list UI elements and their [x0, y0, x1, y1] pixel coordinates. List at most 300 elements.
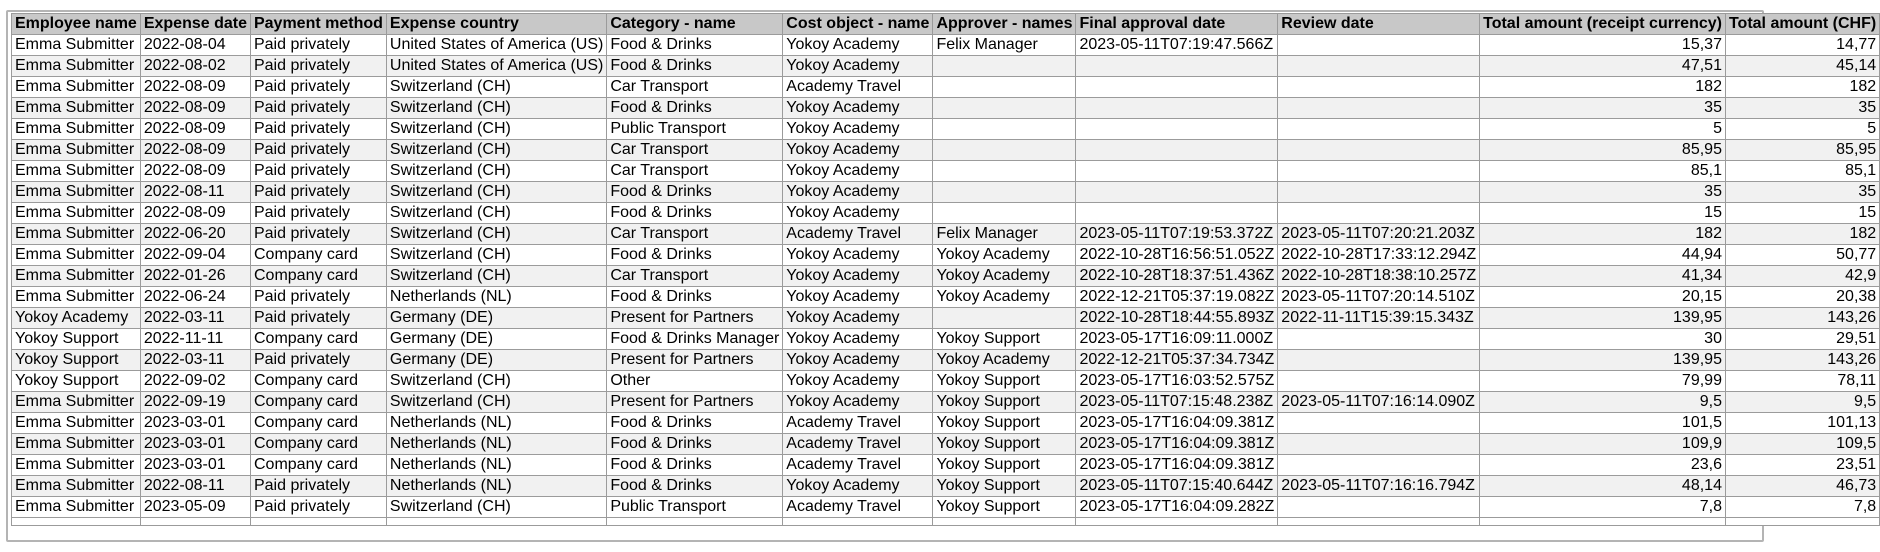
table-cell[interactable]: Germany (DE) [386, 329, 606, 350]
table-row [12, 140, 1880, 161]
table-cell[interactable] [1278, 203, 1480, 224]
table-cell[interactable]: 2023-05-17T16:03:52.575Z [1076, 371, 1278, 392]
table-cell[interactable]: Food & Drinks [607, 98, 783, 119]
table-cell[interactable] [1076, 203, 1278, 224]
table-cell[interactable]: 48,14 [1480, 476, 1726, 497]
empty-cell[interactable] [1725, 518, 1879, 526]
table-row [12, 77, 1880, 98]
table-cell[interactable]: 85,1 [1725, 161, 1879, 182]
table-cell[interactable]: Switzerland (CH) [386, 497, 606, 518]
table-cell[interactable]: 2022-09-02 [140, 371, 250, 392]
table-cell[interactable] [1076, 77, 1278, 98]
table-cell[interactable] [1278, 35, 1480, 56]
table-cell[interactable]: Company card [250, 245, 386, 266]
table-cell[interactable]: 2022-10-28T18:44:55.893Z [1076, 308, 1278, 329]
table-cell[interactable]: 9,5 [1725, 392, 1879, 413]
table-cell[interactable]: 35 [1725, 98, 1879, 119]
table-row [12, 56, 1880, 77]
table-cell[interactable]: 2023-05-17T16:04:09.282Z [1076, 497, 1278, 518]
table-cell[interactable]: 109,5 [1725, 434, 1879, 455]
table-cell[interactable]: Emma Submitter [12, 119, 141, 140]
table-cell[interactable] [1278, 77, 1480, 98]
table-row [12, 266, 1880, 287]
table-cell[interactable]: Netherlands (NL) [386, 434, 606, 455]
table-cell[interactable] [933, 161, 1076, 182]
table-cell[interactable]: 2022-10-28T16:56:51.052Z [1076, 245, 1278, 266]
table-cell[interactable]: Netherlands (NL) [386, 476, 606, 497]
table-cell[interactable]: 2022-10-28T18:37:51.436Z [1076, 266, 1278, 287]
table-cell[interactable]: Emma Submitter [12, 497, 141, 518]
table-row [12, 182, 1880, 203]
table-cell[interactable]: 2022-01-26 [140, 266, 250, 287]
table-row [12, 35, 1880, 56]
table-cell[interactable]: Yokoy Academy [783, 56, 933, 77]
table-cell[interactable]: Yokoy Support [933, 455, 1076, 476]
table-cell[interactable]: Emma Submitter [12, 140, 141, 161]
table-cell[interactable]: Paid privately [250, 203, 386, 224]
table-cell[interactable]: 20,15 [1480, 287, 1726, 308]
table-cell[interactable]: Company card [250, 266, 386, 287]
table-row [12, 329, 1880, 350]
table-row [12, 455, 1880, 476]
table-cell[interactable] [1076, 161, 1278, 182]
table-cell[interactable]: Company card [250, 329, 386, 350]
table-cell[interactable]: Germany (DE) [386, 350, 606, 371]
column-header[interactable]: Final approval date [1076, 14, 1278, 35]
table-cell[interactable]: Paid privately [250, 140, 386, 161]
table-cell[interactable]: Yokoy Academy [783, 140, 933, 161]
table-cell[interactable]: Switzerland (CH) [386, 98, 606, 119]
table-cell[interactable]: 2022-11-11T15:39:15.343Z [1278, 308, 1480, 329]
table-cell[interactable]: Switzerland (CH) [386, 392, 606, 413]
table-cell[interactable]: Switzerland (CH) [386, 77, 606, 98]
table-cell[interactable]: Food & Drinks [607, 287, 783, 308]
table-cell[interactable]: Yokoy Academy [783, 287, 933, 308]
table-cell[interactable] [933, 98, 1076, 119]
table-cell[interactable] [1278, 329, 1480, 350]
table-cell[interactable]: 35 [1480, 98, 1726, 119]
empty-cell[interactable] [783, 518, 933, 526]
table-cell[interactable]: 50,77 [1725, 245, 1879, 266]
table-cell[interactable]: Academy Travel [783, 413, 933, 434]
table-cell[interactable]: 2023-03-01 [140, 434, 250, 455]
table-cell[interactable]: Yokoy Support [933, 371, 1076, 392]
empty-row [12, 518, 1880, 526]
table-cell[interactable]: 78,11 [1725, 371, 1879, 392]
table-cell[interactable]: Yokoy Academy [933, 350, 1076, 371]
table-cell[interactable]: Academy Travel [783, 434, 933, 455]
table-cell[interactable]: 2022-10-28T17:33:12.294Z [1278, 245, 1480, 266]
table-cell[interactable]: 2022-06-20 [140, 224, 250, 245]
table-cell[interactable] [1278, 497, 1480, 518]
table-cell[interactable]: 7,8 [1480, 497, 1726, 518]
table-cell[interactable]: Food & Drinks [607, 245, 783, 266]
table-cell[interactable]: 2022-03-11 [140, 308, 250, 329]
table-cell[interactable]: 2023-05-11T07:15:40.644Z [1076, 476, 1278, 497]
table-cell[interactable]: Yokoy Academy [783, 245, 933, 266]
table-cell[interactable] [1076, 56, 1278, 77]
table-cell[interactable]: Emma Submitter [12, 392, 141, 413]
table-cell[interactable]: Academy Travel [783, 224, 933, 245]
table-cell[interactable]: Switzerland (CH) [386, 266, 606, 287]
table-row [12, 476, 1880, 497]
table-cell[interactable]: Switzerland (CH) [386, 161, 606, 182]
table-cell[interactable]: 2023-05-17T16:09:11.000Z [1076, 329, 1278, 350]
table-cell[interactable]: Netherlands (NL) [386, 287, 606, 308]
table-cell[interactable] [1278, 161, 1480, 182]
table-cell[interactable]: Netherlands (NL) [386, 455, 606, 476]
table-cell[interactable]: Yokoy Academy [12, 308, 141, 329]
table-cell[interactable]: Paid privately [250, 77, 386, 98]
table-cell[interactable]: Company card [250, 371, 386, 392]
table-cell[interactable]: Paid privately [250, 119, 386, 140]
table-cell[interactable]: 79,99 [1480, 371, 1726, 392]
table-cell[interactable]: Yokoy Support [12, 350, 141, 371]
table-cell[interactable]: Germany (DE) [386, 308, 606, 329]
table-cell[interactable]: Public Transport [607, 119, 783, 140]
table-cell[interactable]: Yokoy Academy [783, 329, 933, 350]
table-cell[interactable]: Emma Submitter [12, 413, 141, 434]
table-cell[interactable]: 182 [1725, 224, 1879, 245]
table-cell[interactable]: Car Transport [607, 224, 783, 245]
column-header[interactable]: Expense date [140, 14, 250, 35]
table-cell[interactable]: Yokoy Academy [933, 266, 1076, 287]
table-cell[interactable]: Food & Drinks [607, 476, 783, 497]
table-row [12, 308, 1880, 329]
table-row [12, 497, 1880, 518]
table-cell[interactable]: Academy Travel [783, 455, 933, 476]
table-cell[interactable]: 15 [1725, 203, 1879, 224]
column-header[interactable]: Approver - names [933, 14, 1076, 35]
table-cell[interactable]: Yokoy Academy [933, 245, 1076, 266]
table-cell[interactable]: 15 [1480, 203, 1726, 224]
table-cell[interactable]: 85,1 [1480, 161, 1726, 182]
table-cell[interactable]: Yokoy Academy [783, 161, 933, 182]
table-cell[interactable]: 2022-12-21T05:37:34.734Z [1076, 350, 1278, 371]
table-cell[interactable]: Academy Travel [783, 77, 933, 98]
table-cell[interactable]: Yokoy Academy [783, 476, 933, 497]
table-cell[interactable]: 2022-08-04 [140, 35, 250, 56]
table-cell[interactable]: 139,95 [1480, 350, 1726, 371]
table-row [12, 392, 1880, 413]
table-cell[interactable]: 101,5 [1480, 413, 1726, 434]
table-cell[interactable] [933, 56, 1076, 77]
table-row [12, 350, 1880, 371]
table-cell[interactable]: 30 [1480, 329, 1726, 350]
table-row [12, 371, 1880, 392]
table-cell[interactable]: Paid privately [250, 497, 386, 518]
table-cell[interactable]: Food & Drinks [607, 182, 783, 203]
table-cell[interactable]: 5 [1725, 119, 1879, 140]
table-cell[interactable]: Emma Submitter [12, 287, 141, 308]
table-cell[interactable]: Yokoy Academy [783, 308, 933, 329]
table-cell[interactable]: 139,95 [1480, 308, 1726, 329]
table-cell[interactable]: Yokoy Support [933, 434, 1076, 455]
table-cell[interactable]: Food & Drinks [607, 434, 783, 455]
table-cell[interactable]: 2023-05-11T07:15:48.238Z [1076, 392, 1278, 413]
table-cell[interactable]: Public Transport [607, 497, 783, 518]
table-cell[interactable]: United States of America (US) [386, 35, 606, 56]
table-cell[interactable]: Car Transport [607, 266, 783, 287]
table-cell[interactable] [1278, 98, 1480, 119]
table-row [12, 224, 1880, 245]
table-cell[interactable]: Yokoy Support [12, 371, 141, 392]
table-cell[interactable]: Paid privately [250, 161, 386, 182]
empty-cell[interactable] [140, 518, 250, 526]
table-cell[interactable]: Company card [250, 434, 386, 455]
table-cell[interactable]: Paid privately [250, 476, 386, 497]
table-cell[interactable]: Switzerland (CH) [386, 203, 606, 224]
table-cell[interactable]: 2022-08-09 [140, 77, 250, 98]
table-cell[interactable]: Yokoy Academy [933, 287, 1076, 308]
table-cell[interactable]: Present for Partners [607, 308, 783, 329]
table-cell[interactable]: Yokoy Support [933, 413, 1076, 434]
table-cell[interactable]: Felix Manager [933, 35, 1076, 56]
table-cell[interactable]: 2022-11-11 [140, 329, 250, 350]
table-cell[interactable]: 2022-06-24 [140, 287, 250, 308]
table-cell[interactable]: Yokoy Academy [783, 35, 933, 56]
table-cell[interactable]: 2022-08-02 [140, 56, 250, 77]
table-cell[interactable]: 42,9 [1725, 266, 1879, 287]
table-cell[interactable]: Emma Submitter [12, 182, 141, 203]
table-cell[interactable]: 5 [1480, 119, 1726, 140]
table-cell[interactable]: Car Transport [607, 161, 783, 182]
table-row [12, 203, 1880, 224]
table-cell[interactable]: United States of America (US) [386, 56, 606, 77]
table-row [12, 287, 1880, 308]
table-cell[interactable]: Netherlands (NL) [386, 413, 606, 434]
table-cell[interactable] [1076, 98, 1278, 119]
table-cell[interactable]: 29,51 [1725, 329, 1879, 350]
table-cell[interactable]: 2022-08-09 [140, 98, 250, 119]
table-cell[interactable] [1076, 182, 1278, 203]
table-cell[interactable]: 2022-08-09 [140, 161, 250, 182]
table-cell[interactable]: Car Transport [607, 77, 783, 98]
table-cell[interactable]: 109,9 [1480, 434, 1726, 455]
table-cell[interactable] [1076, 140, 1278, 161]
table-cell[interactable]: Emma Submitter [12, 245, 141, 266]
table-cell[interactable]: Yokoy Academy [783, 182, 933, 203]
table-cell[interactable] [1278, 455, 1480, 476]
table-cell[interactable]: 2022-08-11 [140, 182, 250, 203]
table-cell[interactable]: Yokoy Support [933, 392, 1076, 413]
table-row [12, 161, 1880, 182]
table-cell[interactable]: Switzerland (CH) [386, 182, 606, 203]
table-cell[interactable]: Switzerland (CH) [386, 119, 606, 140]
table-cell[interactable]: Academy Travel [783, 497, 933, 518]
table-cell[interactable]: Yokoy Support [12, 329, 141, 350]
table-cell[interactable]: 14,77 [1725, 35, 1879, 56]
table-cell[interactable]: Emma Submitter [12, 224, 141, 245]
table-cell[interactable]: Food & Drinks [607, 35, 783, 56]
table-cell[interactable]: Food & Drinks [607, 56, 783, 77]
empty-cell[interactable] [933, 518, 1076, 526]
table-cell[interactable] [1278, 140, 1480, 161]
column-header[interactable]: Total amount (receipt currency) [1480, 14, 1726, 35]
table-cell[interactable]: 2022-08-09 [140, 119, 250, 140]
table-cell[interactable]: 143,26 [1725, 308, 1879, 329]
table-cell[interactable] [1076, 119, 1278, 140]
table-row [12, 98, 1880, 119]
table-cell[interactable]: 2023-05-11T07:20:21.203Z [1278, 224, 1480, 245]
table-cell[interactable]: Food & Drinks [607, 413, 783, 434]
table-cell[interactable]: Paid privately [250, 350, 386, 371]
table-cell[interactable]: Company card [250, 392, 386, 413]
table-cell[interactable]: 2022-12-21T05:37:19.082Z [1076, 287, 1278, 308]
table-cell[interactable]: 2023-05-17T16:04:09.381Z [1076, 455, 1278, 476]
table-cell[interactable]: 2023-05-11T07:19:47.566Z [1076, 35, 1278, 56]
table-cell[interactable]: 101,13 [1725, 413, 1879, 434]
table-cell[interactable] [1278, 371, 1480, 392]
column-header[interactable]: Employee name [12, 14, 141, 35]
table-cell[interactable] [933, 140, 1076, 161]
table-cell[interactable]: 2022-08-09 [140, 140, 250, 161]
table-row [12, 434, 1880, 455]
table-cell[interactable]: 182 [1480, 224, 1726, 245]
column-header[interactable]: Expense country [386, 14, 606, 35]
table-cell[interactable]: 47,51 [1480, 56, 1726, 77]
table-cell[interactable]: Emma Submitter [12, 161, 141, 182]
table-cell[interactable]: Present for Partners [607, 392, 783, 413]
table-row [12, 245, 1880, 266]
table-cell[interactable]: 2023-05-17T16:04:09.381Z [1076, 434, 1278, 455]
table-cell[interactable]: Paid privately [250, 56, 386, 77]
table-cell[interactable]: 182 [1480, 77, 1726, 98]
table-cell[interactable]: Company card [250, 455, 386, 476]
table-cell[interactable]: 2022-03-11 [140, 350, 250, 371]
table-cell[interactable]: Switzerland (CH) [386, 371, 606, 392]
table-cell[interactable] [1278, 413, 1480, 434]
table-cell[interactable]: Emma Submitter [12, 476, 141, 497]
table-cell[interactable]: Yokoy Academy [783, 119, 933, 140]
table-cell[interactable]: Car Transport [607, 140, 783, 161]
empty-cell[interactable] [607, 518, 783, 526]
table-cell[interactable]: Yokoy Support [933, 476, 1076, 497]
table-cell[interactable]: 2023-03-01 [140, 455, 250, 476]
table-cell[interactable]: Yokoy Academy [783, 392, 933, 413]
table-cell[interactable] [1278, 56, 1480, 77]
table-cell[interactable]: Yokoy Academy [783, 350, 933, 371]
table-cell[interactable] [1278, 350, 1480, 371]
table-cell[interactable] [933, 308, 1076, 329]
table-cell[interactable]: Emma Submitter [12, 98, 141, 119]
column-header[interactable]: Category - name [607, 14, 783, 35]
table-cell[interactable]: 2023-05-11T07:19:53.372Z [1076, 224, 1278, 245]
table-cell[interactable]: 2023-05-17T16:04:09.381Z [1076, 413, 1278, 434]
table-cell[interactable]: 46,73 [1725, 476, 1879, 497]
table-cell[interactable]: Emma Submitter [12, 35, 141, 56]
empty-cell[interactable] [386, 518, 606, 526]
table-cell[interactable]: Paid privately [250, 182, 386, 203]
expense-table [11, 13, 1880, 526]
table-cell[interactable]: Yokoy Academy [783, 371, 933, 392]
column-header[interactable]: Payment method [250, 14, 386, 35]
table-cell[interactable]: 20,38 [1725, 287, 1879, 308]
table-cell[interactable]: 85,95 [1480, 140, 1726, 161]
table-cell[interactable]: Felix Manager [933, 224, 1076, 245]
table-cell[interactable]: 2022-09-19 [140, 392, 250, 413]
table-cell[interactable]: 45,14 [1725, 56, 1879, 77]
table-cell[interactable]: 9,5 [1480, 392, 1726, 413]
table-cell[interactable]: Food & Drinks [607, 455, 783, 476]
table-cell[interactable]: 182 [1725, 77, 1879, 98]
table-cell[interactable]: 85,95 [1725, 140, 1879, 161]
column-header[interactable]: Review date [1278, 14, 1480, 35]
table-cell[interactable]: Emma Submitter [12, 203, 141, 224]
table-cell[interactable]: Food & Drinks Manager [607, 329, 783, 350]
table-cell[interactable] [933, 119, 1076, 140]
table-cell[interactable]: 2022-10-28T18:38:10.257Z [1278, 266, 1480, 287]
empty-cell[interactable] [12, 518, 141, 526]
table-cell[interactable]: Paid privately [250, 35, 386, 56]
table-cell[interactable]: Emma Submitter [12, 77, 141, 98]
table-cell[interactable] [933, 182, 1076, 203]
table-cell[interactable]: 23,6 [1480, 455, 1726, 476]
empty-cell[interactable] [250, 518, 386, 526]
table-cell[interactable]: Yokoy Academy [783, 266, 933, 287]
table-cell[interactable]: 2022-08-11 [140, 476, 250, 497]
empty-cell[interactable] [1076, 518, 1278, 526]
table-cell[interactable]: Paid privately [250, 98, 386, 119]
table-cell[interactable]: 7,8 [1725, 497, 1879, 518]
table-cell[interactable]: Present for Partners [607, 350, 783, 371]
table-cell[interactable]: Paid privately [250, 287, 386, 308]
table-cell[interactable]: Yokoy Academy [783, 203, 933, 224]
table-cell[interactable]: Paid privately [250, 308, 386, 329]
table-cell[interactable]: 2022-08-09 [140, 203, 250, 224]
table-cell[interactable]: Emma Submitter [12, 266, 141, 287]
table-cell[interactable]: 41,34 [1480, 266, 1726, 287]
table-cell[interactable]: 2022-09-04 [140, 245, 250, 266]
table-cell[interactable]: Food & Drinks [607, 203, 783, 224]
table-cell[interactable]: 35 [1725, 182, 1879, 203]
table-cell[interactable]: Emma Submitter [12, 434, 141, 455]
table-cell[interactable]: Yokoy Academy [783, 98, 933, 119]
table-cell[interactable]: 2023-05-11T07:16:14.090Z [1278, 392, 1480, 413]
column-header[interactable]: Total amount (CHF) [1725, 14, 1879, 35]
table-cell[interactable] [933, 203, 1076, 224]
table-cell[interactable]: Yokoy Support [933, 329, 1076, 350]
column-header[interactable]: Cost object - name [783, 14, 933, 35]
table-cell[interactable]: Emma Submitter [12, 455, 141, 476]
table-cell[interactable]: 2023-05-11T07:20:14.510Z [1278, 287, 1480, 308]
table-cell[interactable] [1278, 182, 1480, 203]
table-cell[interactable]: 2023-05-11T07:16:16.794Z [1278, 476, 1480, 497]
table-cell[interactable]: 2023-03-01 [140, 413, 250, 434]
table-cell[interactable]: 143,26 [1725, 350, 1879, 371]
table-cell[interactable]: 23,51 [1725, 455, 1879, 476]
table-cell[interactable]: 35 [1480, 182, 1726, 203]
empty-cell[interactable] [1480, 518, 1726, 526]
table-cell[interactable]: 15,37 [1480, 35, 1726, 56]
table-cell[interactable]: Paid privately [250, 224, 386, 245]
empty-cell[interactable] [1278, 518, 1480, 526]
table-cell[interactable]: 2023-05-09 [140, 497, 250, 518]
table-cell[interactable]: Emma Submitter [12, 56, 141, 77]
table-cell[interactable] [933, 77, 1076, 98]
table-cell[interactable]: Switzerland (CH) [386, 224, 606, 245]
table-cell[interactable]: Switzerland (CH) [386, 140, 606, 161]
table-cell[interactable]: Switzerland (CH) [386, 245, 606, 266]
table-cell[interactable] [1278, 119, 1480, 140]
table-row [12, 119, 1880, 140]
table-cell[interactable] [1278, 434, 1480, 455]
table-row [12, 413, 1880, 434]
table-cell[interactable]: Company card [250, 413, 386, 434]
table-cell[interactable]: 44,94 [1480, 245, 1726, 266]
table-cell[interactable]: Yokoy Support [933, 497, 1076, 518]
table-cell[interactable]: Other [607, 371, 783, 392]
